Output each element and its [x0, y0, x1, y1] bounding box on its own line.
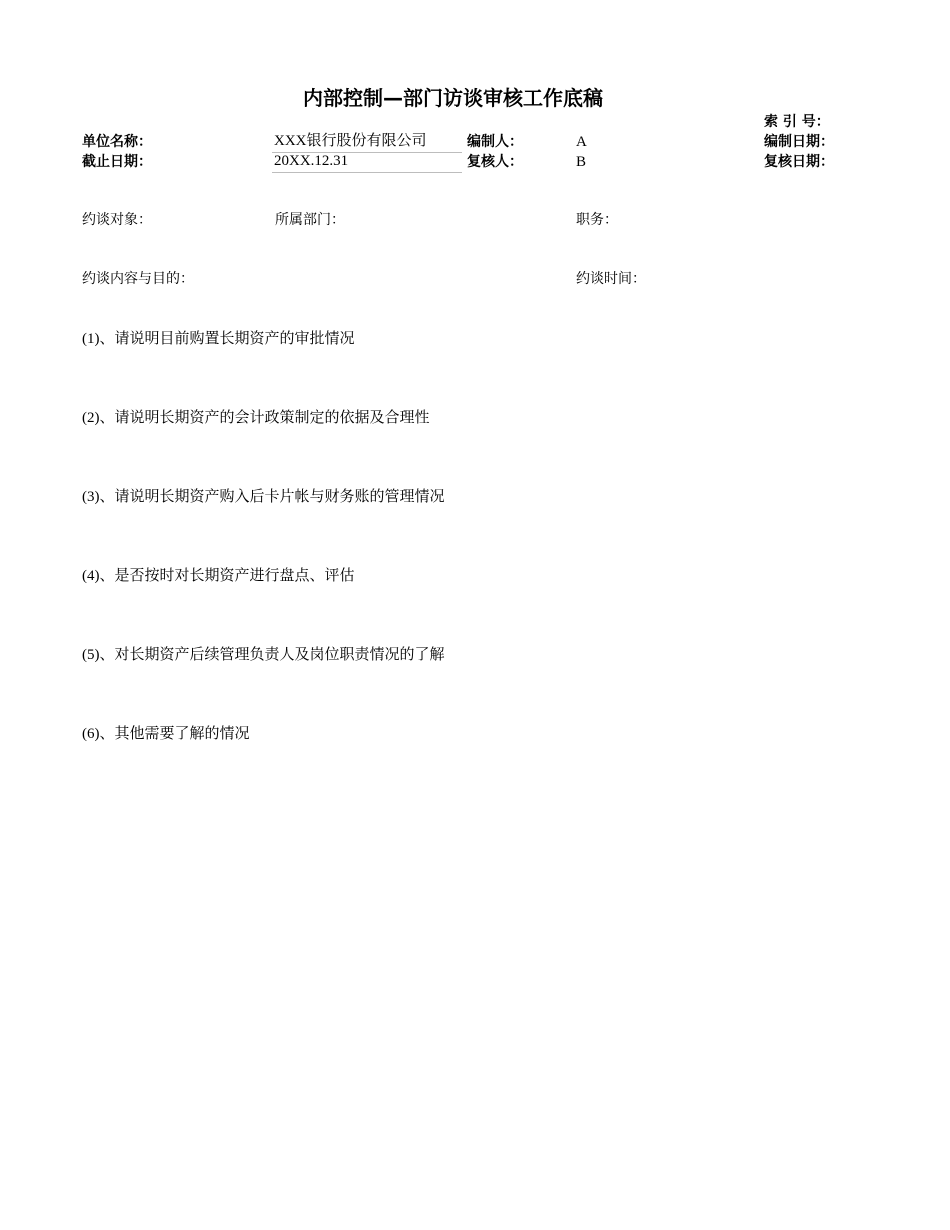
unit-name-text: XXX银行股份有限公司 — [274, 133, 427, 149]
review-date-label: 复核日期： — [764, 154, 834, 170]
page-title: 内部控制—部门访谈审核工作底稿 — [303, 86, 603, 110]
unit-name-value — [272, 134, 462, 153]
reviewer-label: 复核人： — [467, 154, 523, 170]
question-item-3: (3)、请说明长期资产购入后卡片帐与财务账的管理情况 — [82, 489, 445, 505]
position-label: 职务： — [576, 213, 618, 228]
department-label: 所属部门： — [275, 213, 345, 228]
question-item-4: (4)、是否按时对长期资产进行盘点、评估 — [82, 568, 355, 584]
question-item-5: (5)、对长期资产后续管理负责人及岗位职责情况的了解 — [82, 647, 445, 663]
prepare-date-label: 编制日期： — [764, 134, 834, 150]
interview-content-label: 约谈内容与目的： — [82, 272, 194, 287]
reviewer-value: B — [576, 154, 587, 170]
question-item-6: (6)、其他需要了解的情况 — [82, 726, 250, 742]
question-item-2: (2)、请说明长期资产的会计政策制定的依据及合理性 — [82, 410, 430, 426]
interviewee-label: 约谈对象： — [82, 213, 152, 228]
unit-name-label: 单位名称： — [82, 134, 152, 150]
preparer-value: A — [576, 134, 587, 150]
cutoff-date-label: 截止日期： — [82, 154, 152, 170]
preparer-label: 编制人： — [467, 134, 523, 150]
cutoff-date-value — [272, 154, 462, 173]
index-number-label: 索 引 号： — [764, 114, 830, 130]
cutoff-date-text: 20XX.12.31 — [274, 153, 349, 169]
interview-time-label: 约谈时间： — [576, 272, 646, 287]
question-item-1: (1)、请说明目前购置长期资产的审批情况 — [82, 331, 355, 347]
